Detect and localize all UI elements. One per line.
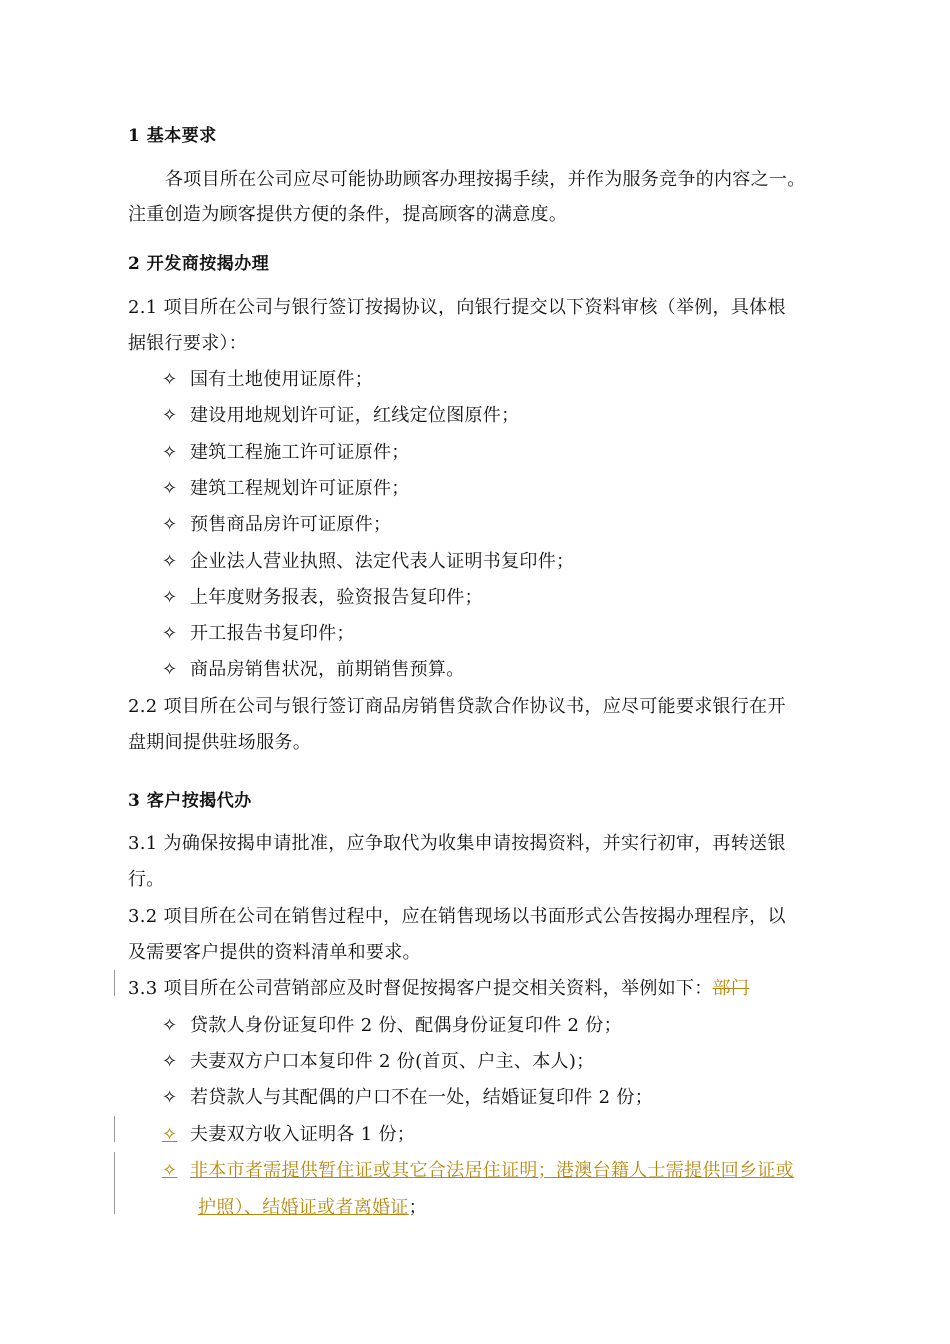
bullet-icon: ✧ — [162, 1087, 178, 1108]
bullet-icon: ✧ — [162, 514, 178, 535]
list-item: ✧ 预售商品房许可证原件； — [162, 514, 392, 535]
bullet-icon: ✧ — [162, 442, 178, 463]
section-1-body-line-1: 各项目所在公司应尽可能协助顾客办理按揭手续，并作为服务竞争的内容之一。 — [165, 169, 806, 190]
bullet-icon: ✧ — [162, 623, 178, 644]
list-item: ✧ 商品房销售状况，前期销售预算。 — [162, 659, 465, 680]
list-item — [162, 1156, 794, 1182]
section-1-heading: 1 基本要求 — [128, 126, 217, 146]
list-item: ✧ 国有土地使用证原件； — [162, 369, 373, 390]
list-item: ✧ 若贷款人与其配偶的户口不在一处，结婚证复印件 2 份； — [162, 1087, 653, 1108]
bullet-icon: ✧ — [162, 369, 178, 390]
list-item: ✧ 建筑工程规划许可证原件； — [162, 478, 410, 499]
bullet-icon: ✧ — [162, 405, 178, 426]
list-item: ✧ 夫妻双方收入证明各 1 份； — [162, 1124, 416, 1145]
deleted-text: 部门 — [712, 978, 750, 999]
list-item: ✧ 企业法人营业执照、法定代表人证明书复印件； — [162, 551, 575, 572]
revision-change-bar — [114, 970, 115, 996]
para-3-2-line-1: 3.2 项目所在公司在销售过程中，应在销售现场以书面形式公告按揭办理程序，以 — [128, 906, 786, 927]
para-3-3: 3.3 项目所在公司营销部应及时督促按揭客户提交相关资料，举例如下：部门 — [128, 978, 750, 999]
para-3-1-line-1: 3.1 为确保按揭申请批准，应争取代为收集申请按揭资料，并实行初审，再转送银 — [128, 833, 786, 854]
bullet-icon: ✧ — [162, 1015, 178, 1036]
para-2-1-line-1: 2.1 项目所在公司与银行签订按揭协议，向银行提交以下资料审核（举例，具体根 — [128, 297, 786, 318]
para-2-2-line-2: 盘期间提供驻场服务。 — [128, 732, 311, 753]
para-2-1-line-2: 据银行要求）： — [128, 333, 248, 354]
section-1-body-line-2: 注重创造为顾客提供方便的条件，提高顾客的满意度。 — [128, 204, 568, 225]
inserted-text: 护照）、结婚证或者离婚证 — [198, 1197, 409, 1218]
para-3-1-line-2: 行。 — [128, 869, 165, 890]
list-item: ✧ 建设用地规划许可证，红线定位图原件； — [162, 405, 520, 426]
para-2-2-line-1: 2.2 项目所在公司与银行签订商品房销售贷款合作协议书，应尽可能要求银行在开 — [128, 696, 786, 717]
inserted-text: 非本市者需提供暂住证或其它合法居住证明；港澳台籍人士需提供回乡证或 — [190, 1160, 794, 1181]
list-item: ✧ 开工报告书复印件； — [162, 623, 355, 644]
list-item: ✧ 上年度财务报表，验资报告复印件； — [162, 587, 483, 608]
section-3-heading: 3 客户按揭代办 — [128, 791, 252, 811]
revision-change-bar — [114, 1152, 115, 1214]
bullet-icon: ✧ — [162, 1124, 178, 1145]
bullet-icon: ✧ — [162, 551, 178, 572]
para-3-2-line-2: 及需要客户提供的资料清单和要求。 — [128, 942, 421, 963]
bullet-icon: ✧ — [162, 478, 178, 499]
bullet-icon: ✧ — [162, 659, 178, 680]
list-item: ✧ 夫妻双方户口本复印件 2 份(首页、户主、本人)； — [162, 1051, 595, 1072]
bullet-icon: ✧ — [162, 1051, 178, 1072]
section-2-heading: 2 开发商按揭办理 — [128, 254, 270, 274]
bullet-icon: ✧ — [162, 1160, 178, 1181]
list-item: ✧ 贷款人身份证复印件 2 份、配偶身份证复印件 2 份； — [162, 1015, 622, 1036]
list-item: ✧ 建筑工程施工许可证原件； — [162, 442, 410, 463]
list-item-continuation: 护照）、结婚证或者离婚证； — [198, 1197, 427, 1218]
revision-change-bar — [114, 1116, 115, 1142]
bullet-icon: ✧ — [162, 587, 178, 608]
